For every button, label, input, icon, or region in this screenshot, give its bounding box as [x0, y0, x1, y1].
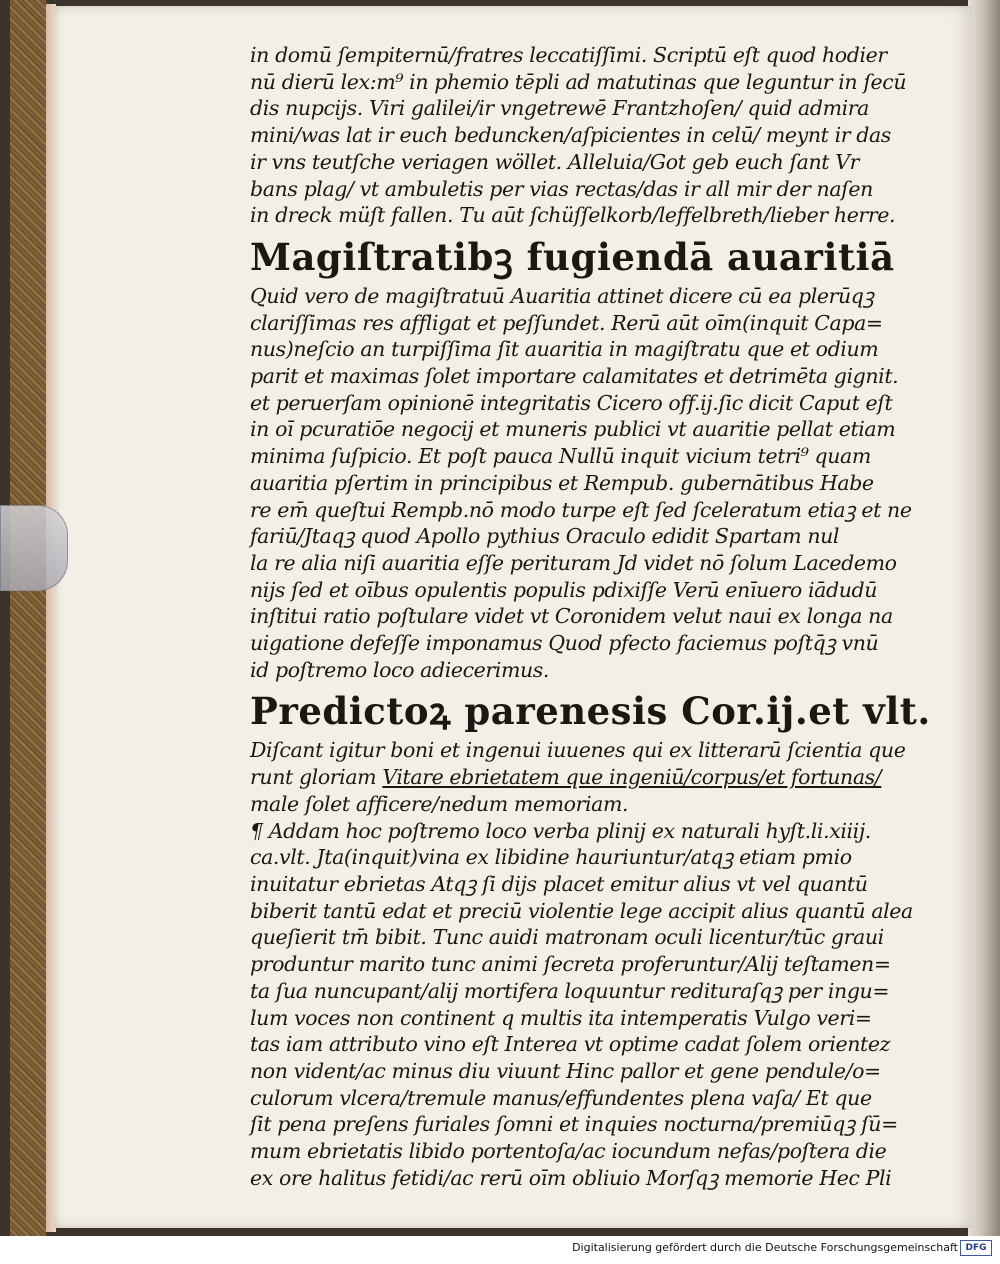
text-line: auaritia pſertim in principibus et Rempub. gubernātibus Habe	[250, 470, 874, 495]
page-text	[250, 42, 931, 1191]
text-line: clariſſimas res affligat et peſſundet. Rerū aūt oīm(inquit Capa=	[250, 310, 883, 335]
funding-credit: Digitalisierung gefördert durch die Deutsche Forschungsgemeinschaft	[572, 1241, 958, 1254]
book-cover-edge	[10, 0, 48, 1236]
text-line: in domū ſempiternū/fratres leccatiſſimi. Scriptū eſt quod hodier	[250, 43, 887, 67]
text-line: id poſtremo loco adiecerimus.	[250, 657, 550, 682]
text-line: non vident/ac minus diu viuunt Hinc pallor et gene pendule/o=	[250, 1058, 881, 1083]
text-line: produntur marito tunc animi ſecreta proferuntur/Alij teſtamen=	[250, 952, 891, 977]
paragraph-3	[250, 737, 906, 817]
text-line: parit et maximas ſolet importare calamitates et detrimēta gignit.	[250, 364, 899, 389]
dfg-logo: DFG	[960, 1240, 992, 1256]
text-line: minima ſuſpicio. Et poſt pauca Nullū inquit vicium tetri⁹ quam	[250, 444, 871, 469]
text-line: male ſolet afficere/nedum memoriam.	[250, 791, 629, 816]
text-line: ¶ Addam hoc poſtremo loco verba plinij ex naturali hyſt.li.xiiij.	[250, 818, 871, 843]
heading-predictorum: Predictoꝝ parenesis Cor.ij.et vlt.	[250, 689, 931, 734]
text-line: inuitatur ebrietas Atqꝫ ſi dijs placet emitur alius vt vel quantū	[250, 871, 868, 896]
text-line	[250, 764, 890, 791]
paragraph-4	[250, 818, 913, 1192]
text-line: mum ebrietatis libido portentoſa/ac iocundum nefas/poſtera die	[250, 1139, 887, 1164]
text-line: la re alia niſi auaritia eſſe perituram Jd videt nō ſolum Lacedemo	[250, 550, 897, 575]
text-line: nus)neſcio an turpiſſima ſit auaritia in magiſtratu que et odium	[250, 337, 879, 362]
text-line: nū dierū lex:m⁹ in phemio tēpli ad matutinas que leguntur in ſecū	[250, 69, 907, 94]
heading-magistratibus: Magiſtratibꝫ fugiendā auaritiā	[250, 234, 895, 279]
text-line: uigatione defeſſe imponamus Quod pfecto faciemus poſtq̄ꝫ vnū	[250, 631, 879, 656]
paragraph-1	[250, 42, 907, 229]
text-line: ta ſua nuncupant/alij mortifera loquuntur redituraſqꝫ per ingu=	[250, 978, 890, 1003]
text-line: mini/was lat ir euch beduncken/aſpicientes in celū/ meynt ir das	[250, 123, 891, 148]
text-line: tas iam attributo vino eſt Interea vt optime cadat ſolem orientez	[250, 1032, 890, 1057]
text-line: Quid vero de magiſtratuū Auaritia attinet dicere cū ea plerūqꝫ	[250, 283, 874, 308]
text-line: fariū/Jtaqꝫ quod Apollo pythius Oraculo edidit Spartam nul	[250, 524, 840, 549]
stacked-pages-edge	[968, 0, 1000, 1236]
text-line: lum voces non continent q multis ita intemperatis Vulgo veri=	[250, 1005, 872, 1030]
text-line: et peruerſam opinionē integritatis Cicero off.ij.ſic dicit Caput eſt	[250, 390, 893, 415]
text-line: in oī pcuratiōe negocij et muneris publici vt auaritie pellat etiam	[250, 417, 896, 442]
text-line: re em̄ queſtui Rempb.nō modo turpe eſt ſed ſceleratum etiaꝫ et ne	[250, 497, 912, 522]
page-clip	[0, 505, 68, 591]
text-line: bans plag/ vt ambuletis per vias rectas/das ir all mir der naſen	[250, 176, 873, 201]
text-line: ex ore halitus fetidi/ac rerū oīm obliuio Morſqꝫ memorie Hec Pli	[250, 1165, 892, 1190]
text-line: in dreck müſt fallen. Tu aūt ſchüſſelkorb/leffelbreth/lieber herre.	[250, 203, 896, 228]
text-line: culorum vlcera/tremule manus/effundentes plena vaſa/ Et que	[250, 1085, 872, 1110]
text-line: biberit tantū edat et preciū violentie lege accipit alius quantū alea	[250, 898, 913, 923]
text-line: Diſcant igitur boni et ingenui iuuenes qui ex litterarū ſcientia que	[250, 738, 906, 763]
text-line: ca.vlt. Jta(inquit)vina ex libidine hauriuntur/atqꝫ etiam pmio	[250, 845, 852, 870]
underlined-text: Vitare ebrietatem que ingeniū/corpus/et fortunas/	[382, 765, 882, 790]
text-fragment: runt gloriam	[250, 765, 383, 790]
text-line: ir vns teutſche veriagen wöllet. Alleluia/Got geb euch ſant Vr	[250, 149, 860, 174]
text-line: queſierit tm̄ bibit. Tunc auidi matronam oculi licentur/tūc graui	[250, 925, 884, 950]
text-line: dis nupcijs. Viri galilei/ir vngetrewē Frantzhoſen/ quid admira	[250, 96, 870, 121]
text-line: inſtitui ratio poſtulare videt vt Coronidem velut naui ex longa na	[250, 604, 893, 629]
paragraph-2	[250, 283, 912, 684]
text-line: nijs ſed et oībus opulentis populis pdixiſſe Verū enīuero iādudū	[250, 577, 878, 602]
text-line: ſit pena preſens furiales ſomni et inquies nocturna/premiūqꝫ ſū=	[250, 1112, 898, 1137]
